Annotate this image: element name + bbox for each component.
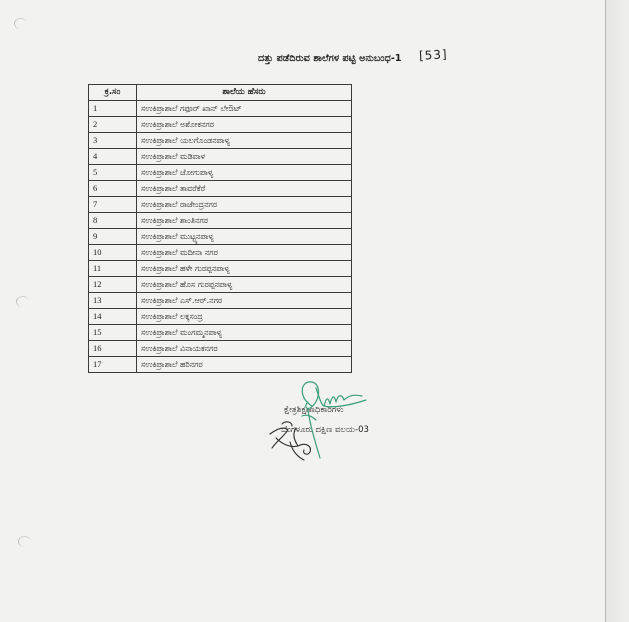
handwritten-signature bbox=[262, 376, 374, 466]
table-row bbox=[89, 181, 352, 197]
school-name-cell: ಸಉಕಿಪ್ರಾಶಾಲೆ ಜೋಗುಪಾಳ್ಯ bbox=[137, 165, 352, 181]
serial-number-cell: 16 bbox=[89, 341, 137, 357]
table-row bbox=[89, 245, 352, 261]
serial-number-cell: 14 bbox=[89, 309, 137, 325]
school-name-cell: ಸಉಕಿಪ್ರಾಶಾಲೆ ಮಡಿವಾಳ bbox=[137, 149, 352, 165]
table-row bbox=[89, 261, 352, 277]
serial-number-header: ಕ್ರ.ಸಂ bbox=[89, 85, 137, 101]
table-row bbox=[89, 133, 352, 149]
serial-number-cell: 7 bbox=[89, 197, 137, 213]
page-edge-shadow bbox=[606, 0, 629, 622]
school-name-cell: ಸಉಕಿಪ್ರಾಶಾಲೆ ಅಶೋಕನಗರ bbox=[137, 117, 352, 133]
school-name-cell: ಸಉಕಿಪ್ರಾಶಾಲೆ ಶಾಂತಿನಗರ bbox=[137, 213, 352, 229]
serial-number-cell: 11 bbox=[89, 261, 137, 277]
serial-number-cell: 15 bbox=[89, 325, 137, 341]
table-row bbox=[89, 325, 352, 341]
school-name-cell: ಸಉಕಿಪ್ರಾಶಾಲೆ ಗಫೂರ್ ಖಾನ್ ಲೇಔಟ್ bbox=[137, 101, 352, 117]
table-row bbox=[89, 149, 352, 165]
serial-number-cell: 13 bbox=[89, 293, 137, 309]
school-name-cell: ಸಉಕಿಪ್ರಾಶಾಲೆ ಎಸ್.ಆರ್.ನಗರ bbox=[137, 293, 352, 309]
punch-hole-mark-bottom bbox=[18, 536, 31, 547]
table-header-row bbox=[89, 85, 352, 101]
table-row bbox=[89, 117, 352, 133]
school-name-cell: ಸಉಕಿಪ್ರಾಶಾಲೆ ಮದೀನಾ ನಗರ bbox=[137, 245, 352, 261]
school-name-cell: ಸಉಕಿಪ್ರಾಶಾಲೆ ರಾಜೇಂದ್ರನಗರ bbox=[137, 197, 352, 213]
punch-hole-mark-middle bbox=[16, 296, 29, 307]
table-row bbox=[89, 309, 352, 325]
serial-number-cell: 12 bbox=[89, 277, 137, 293]
punch-hole-mark-top bbox=[14, 18, 27, 29]
school-name-cell: ಸಉಕಿಪ್ರಾಶಾಲೆ ಹಳೇ ಗುರಪ್ಪನಪಾಳ್ಯ bbox=[137, 261, 352, 277]
serial-number-cell: 1 bbox=[89, 101, 137, 117]
school-name-cell: ಸಉಕಿಪ್ರಾಶಾಲೆ ಮಂಗಮ್ಮನಪಾಳ್ಯ bbox=[137, 325, 352, 341]
table-row bbox=[89, 277, 352, 293]
serial-number-cell: 4 bbox=[89, 149, 137, 165]
school-name-cell: ಸಉಕಿಪ್ರಾಶಾಲೆ ತಾವರೆಕೆರೆ bbox=[137, 181, 352, 197]
school-name-cell: ಸಉಕಿಪ್ರಾಶಾಲೆ ವಿನಾಯಕನಗರ bbox=[137, 341, 352, 357]
table-row bbox=[89, 357, 352, 373]
handwritten-page-mark: [53] bbox=[418, 47, 448, 63]
school-name-cell: ಸಉಕಿಪ್ರಾಶಾಲೆ ಹೊಸ ಗುರಪ್ಪನಪಾಳ್ಯ bbox=[137, 277, 352, 293]
signatory-office: ಬೆಂಗಳೂರು ದಕ್ಷಿಣ ವಲಯ-03 bbox=[281, 425, 369, 435]
serial-number-cell: 2 bbox=[89, 117, 137, 133]
table-row bbox=[89, 197, 352, 213]
table-row bbox=[89, 165, 352, 181]
school-name-cell: ಸಉಕಿಪ್ರಾಶಾಲೆ ಯಲಗೊಂಡನಪಾಳ್ಯ bbox=[137, 133, 352, 149]
signature-green-strokes bbox=[302, 382, 366, 458]
signatory-designation: ಕ್ಷೇತ್ರಶಿಕ್ಷಣಾಧಿಕಾರಿಗಳು bbox=[284, 405, 344, 415]
serial-number-cell: 6 bbox=[89, 181, 137, 197]
school-name-header: ಶಾಲೆಯ ಹೆಸರು bbox=[137, 85, 352, 101]
serial-number-cell: 8 bbox=[89, 213, 137, 229]
serial-number-cell: 10 bbox=[89, 245, 137, 261]
school-name-cell: ಸಉಕಿಪ್ರಾಶಾಲೆ ಹರಿನಗರ bbox=[137, 357, 352, 373]
document-title: ದತ್ತು ಪಡೆದಿರುವ ಶಾಲೆಗಳ ಪಟ್ಟಿ ಅನುಬಂಧ-1 bbox=[258, 53, 402, 64]
serial-number-cell: 3 bbox=[89, 133, 137, 149]
signature-pen-strokes bbox=[270, 422, 310, 460]
serial-number-cell: 17 bbox=[89, 357, 137, 373]
table-row bbox=[89, 293, 352, 309]
schools-table bbox=[88, 84, 352, 373]
table-row bbox=[89, 213, 352, 229]
table-row bbox=[89, 101, 352, 117]
table-row bbox=[89, 341, 352, 357]
serial-number-cell: 9 bbox=[89, 229, 137, 245]
school-name-cell: ಸಉಕಿಪ್ರಾಶಾಲೆ ಲಕ್ಕಸಂದ್ರ bbox=[137, 309, 352, 325]
serial-number-cell: 5 bbox=[89, 165, 137, 181]
school-name-cell: ಸಉಕಿಪ್ರಾಶಾಲೆ ಮುಟ್ಟ್ಯನಪಾಳ್ಯ bbox=[137, 229, 352, 245]
table-row bbox=[89, 229, 352, 245]
page-edge-line bbox=[605, 0, 606, 622]
